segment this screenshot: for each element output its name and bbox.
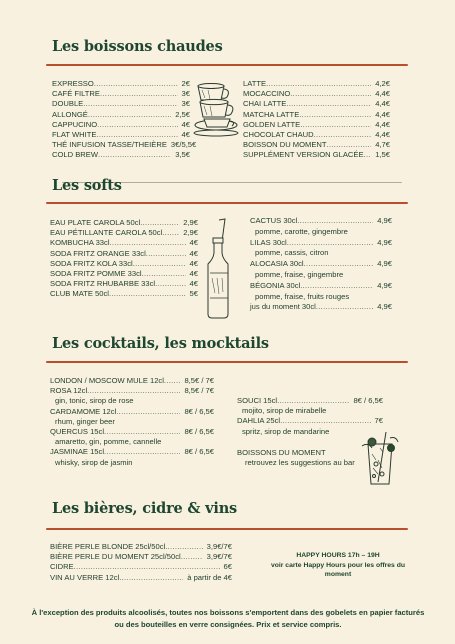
moment-title: BOISSONS DU MOMENT — [237, 448, 326, 457]
coffee-cups-icon — [190, 78, 242, 138]
menu-item — [237, 416, 383, 426]
menu-item — [50, 269, 198, 279]
item-price: 4,4€ — [375, 99, 390, 109]
item-price: 4,9€ — [377, 237, 392, 247]
item-price: 4,4€ — [375, 109, 390, 119]
item-name: COLD BREW — [52, 150, 98, 160]
item-name: EAU PLATE CAROLA 50cl — [50, 218, 141, 227]
moment-description: retrouvez les suggestions au bar — [245, 458, 355, 468]
item-price: 2€ — [181, 79, 190, 88]
happy-hours-text: voir carte Happy Hours pour les offres du moment — [270, 561, 406, 578]
item-price: 3,9€/7€ — [206, 552, 232, 562]
leader-dots — [83, 99, 177, 109]
item-name: VIN AU VERRE 12cl — [50, 572, 120, 582]
menu-item — [50, 228, 198, 238]
item-price: 8€ / 6,5€ — [184, 427, 214, 437]
menu-item — [50, 447, 214, 457]
leader-dots — [119, 573, 183, 583]
leader-dots — [140, 218, 179, 228]
leader-dots — [74, 562, 220, 572]
item-description: gin, tonic, sirop de rose — [55, 396, 134, 406]
item-name: FLAT WHITE — [52, 130, 97, 140]
menu-item — [243, 79, 390, 89]
menu-item — [52, 79, 190, 89]
item-price: 8€ / 6,5€ — [184, 406, 214, 416]
item-name: MOCACCINO — [243, 89, 291, 99]
item-description: rhum, ginger beer — [55, 416, 115, 426]
softs-right-list — [250, 216, 392, 313]
item-price: 4,9€ — [377, 280, 392, 290]
item-name: JASMINAE 15cl — [50, 447, 105, 457]
leader-dots — [104, 427, 180, 437]
item-name: SUPPLÉMENT VERSION GLACÉE — [243, 150, 364, 160]
leader-dots — [142, 269, 186, 279]
moment-block — [237, 448, 377, 468]
leader-dots — [96, 130, 177, 140]
leader-dots — [277, 396, 349, 406]
item-name: SODA FRITZ RHUBARBE 33cl — [50, 279, 156, 289]
item-name: THÉ INFUSION TASSE/THEIÈRE — [52, 140, 167, 150]
happy-hours — [262, 551, 414, 580]
item-description: mojito, sirop de mirabelle — [242, 406, 327, 416]
menu-item — [52, 140, 197, 150]
item-description: spritz, sirop de mandarine — [242, 426, 330, 436]
item-price: 8€ / 6,5€ — [184, 447, 214, 457]
item-name: BIÈRE PERLE DU MOMENT 25cl/50cl — [50, 552, 181, 562]
item-price: 4,4€ — [375, 89, 390, 99]
item-name: DAHLIA 25cl — [237, 416, 281, 426]
menu-item — [52, 150, 190, 160]
item-price: 4,9€ — [377, 259, 392, 269]
beers-list — [50, 542, 232, 583]
item-name: DOUBLE — [52, 99, 84, 109]
item-price: 4€ — [189, 238, 198, 248]
leader-dots — [97, 120, 177, 130]
item-name: jus du moment 30cl — [250, 302, 316, 312]
item-name: SODA FRITZ KOLA 33cl — [50, 258, 133, 268]
item-name: CLUB MATE 50cl — [50, 289, 109, 299]
item-price: 8,5€ / 7€ — [184, 386, 214, 396]
item-description: pomme, cassis, citron — [255, 248, 329, 258]
leader-dots — [266, 79, 371, 89]
section-title-hot: Les boissons chaudes — [52, 38, 223, 55]
item-name: ALLONGÉ — [52, 109, 88, 119]
menu-item — [50, 259, 198, 269]
menu-item — [50, 562, 232, 572]
item-price: 3€/5,5€ — [170, 140, 197, 150]
softs-left-list — [50, 218, 198, 300]
item-name: CARDAMOME 12cl — [50, 406, 117, 416]
leader-dots — [110, 238, 186, 248]
menu-item — [243, 120, 390, 130]
item-price: 6€ — [223, 562, 232, 572]
item-price: 8,5€ / 7€ — [184, 376, 214, 385]
section-title-beers: Les bières, cidre & vins — [52, 500, 237, 517]
cocktails-left-list — [50, 376, 214, 468]
menu-item — [50, 238, 198, 248]
leader-dots — [98, 150, 171, 160]
menu-item — [52, 130, 190, 140]
item-name: EAU PÉTILLANTE CAROLA 50cl — [50, 228, 163, 238]
menu-item — [52, 99, 190, 109]
section-title-softs: Les softs — [52, 177, 122, 194]
leader-dots — [280, 416, 370, 426]
leader-dots — [109, 289, 186, 299]
item-name: CAPPUCINO — [52, 119, 98, 129]
leader-dots — [104, 447, 180, 457]
menu-item — [50, 552, 232, 562]
leader-dots — [314, 130, 372, 140]
item-description: amaretto, gin, pomme, cannelle — [55, 437, 162, 447]
menu-item — [50, 218, 198, 228]
section-title-cocktails: Les cocktails, les mocktails — [52, 335, 269, 352]
leader-dots — [181, 552, 203, 562]
leader-dots — [364, 150, 372, 160]
hot-left-list — [52, 79, 197, 161]
item-price: 4,9€ — [377, 216, 392, 225]
item-price: 4€ — [189, 279, 198, 289]
item-price: 7€ — [374, 416, 383, 426]
item-price: 3,9€/7€ — [206, 542, 232, 551]
leader-dots — [299, 110, 371, 120]
item-price: 3€ — [181, 99, 190, 109]
leader-dots — [290, 89, 371, 99]
cocktail-glass-icon — [360, 430, 402, 488]
item-name: BIÈRE PERLE BLONDE 25cl/50cl — [50, 542, 166, 551]
menu-item — [250, 238, 392, 249]
leader-dots — [327, 140, 372, 150]
leader-dots — [164, 376, 181, 386]
leader-dots — [94, 79, 178, 89]
item-name: ROSA 12cl — [50, 386, 88, 396]
item-price: 4€ — [189, 258, 198, 268]
item-description: pomme, fraise, fruits rouges — [255, 291, 350, 301]
menu-item — [50, 249, 198, 259]
item-price: 4€ — [181, 130, 190, 140]
leader-dots — [100, 89, 178, 99]
leader-dots — [287, 238, 373, 249]
menu-item — [237, 396, 383, 406]
menu-item — [243, 150, 390, 160]
menu-item — [243, 89, 390, 99]
menu-item — [243, 99, 390, 109]
menu-item — [50, 573, 232, 583]
item-name: BÉGONIA 30cl — [250, 280, 301, 290]
item-price: à partir de 4€ — [187, 572, 232, 582]
menu-item — [243, 140, 390, 150]
menu-item — [50, 376, 214, 386]
item-price: 4€ — [189, 248, 198, 258]
item-price: 3,5€ — [175, 150, 190, 160]
item-price: 4,7€ — [375, 140, 390, 150]
leader-dots — [300, 281, 373, 292]
item-price: 8€ / 6,5€ — [353, 396, 383, 405]
menu-item — [52, 120, 190, 130]
leader-dots — [155, 279, 185, 289]
item-name: BOISSON DU MOMENT — [243, 140, 327, 150]
leader-dots — [286, 99, 371, 109]
item-name: CAFÉ FILTRE — [52, 89, 100, 99]
item-price: 4€ — [181, 119, 190, 129]
item-name: GOLDEN LATTE — [243, 119, 301, 129]
menu-item — [50, 407, 214, 417]
happy-hours-title: HAPPY HOURS 17h – 19H — [296, 552, 380, 559]
item-name: LILAS 30cl — [250, 237, 287, 247]
item-description: whisky, sirop de jasmin — [55, 457, 133, 467]
item-name: MATCHA LATTE — [243, 109, 300, 119]
item-price: 4€ — [189, 269, 198, 279]
menu-item — [50, 386, 214, 396]
item-name: KOMBUCHA 33cl — [50, 238, 110, 248]
item-name: LONDON / MOSCOW MULE 12cl — [50, 376, 164, 385]
item-name: LATTE — [243, 79, 267, 88]
menu-item — [250, 302, 392, 313]
hot-right-list — [243, 79, 390, 161]
menu-item — [250, 216, 392, 227]
leader-dots — [162, 228, 179, 238]
item-name: CHOCOLAT CHAUD — [243, 130, 314, 140]
section-divider — [46, 361, 408, 363]
item-price: 2,9€ — [183, 228, 198, 238]
leader-dots — [133, 259, 186, 269]
item-price: 1,5€ — [375, 150, 390, 160]
menu-item — [243, 110, 390, 120]
leader-dots — [316, 302, 373, 313]
item-name: EXPRESSO — [52, 79, 94, 88]
leader-dots — [300, 120, 371, 130]
item-price: 2,9€ — [183, 218, 198, 227]
section-divider — [46, 64, 408, 66]
item-name: SODA FRITZ ORANGE 33cl — [50, 248, 146, 258]
leader-dots — [146, 249, 186, 259]
item-price: 5€ — [189, 289, 198, 299]
menu-item — [250, 281, 392, 292]
menu-item — [250, 259, 392, 270]
menu-item — [50, 289, 198, 299]
menu-item — [52, 110, 190, 120]
item-price: 3€ — [181, 89, 190, 99]
leader-dots — [165, 542, 202, 552]
leader-dots — [87, 386, 180, 396]
leader-dots — [304, 259, 374, 270]
item-name: ALOCASIA 30cl — [250, 259, 304, 269]
item-description: pomme, fraise, gingembre — [255, 269, 344, 279]
menu-item — [52, 89, 190, 99]
menu-item — [50, 279, 198, 289]
section-divider — [46, 528, 408, 530]
item-description: pomme, carotte, gingembre — [255, 226, 348, 236]
menu-item — [243, 130, 390, 140]
item-name: SOUCI 15cl — [237, 396, 278, 405]
leader-dots — [297, 216, 373, 227]
item-name: CHAI LATTE — [243, 99, 287, 109]
item-name: SODA FRITZ POMME 33cl — [50, 269, 142, 279]
menu-item — [50, 542, 232, 552]
menu-item — [50, 427, 214, 437]
bottle-icon — [203, 218, 233, 320]
item-name: CIDRE — [50, 562, 74, 572]
item-name: CACTUS 30cl — [250, 216, 298, 225]
item-price: 4,2€ — [375, 79, 390, 88]
item-price: 4,9€ — [377, 302, 392, 312]
section-divider — [46, 202, 408, 204]
leader-dots — [116, 407, 180, 417]
item-name: QUERCUS 15cl — [50, 427, 105, 437]
footer-note: À l'exception des produits alcoolisés, toutes nos boissons s'emportent dans des gobelets en papier facturés ou des bouteilles en verre consignées. Prix et service compris. — [31, 608, 425, 629]
item-price: 4,4€ — [375, 130, 390, 140]
item-price: 4,4€ — [375, 119, 390, 129]
item-price: 2,5€ — [175, 109, 190, 119]
leader-dots — [88, 110, 171, 120]
